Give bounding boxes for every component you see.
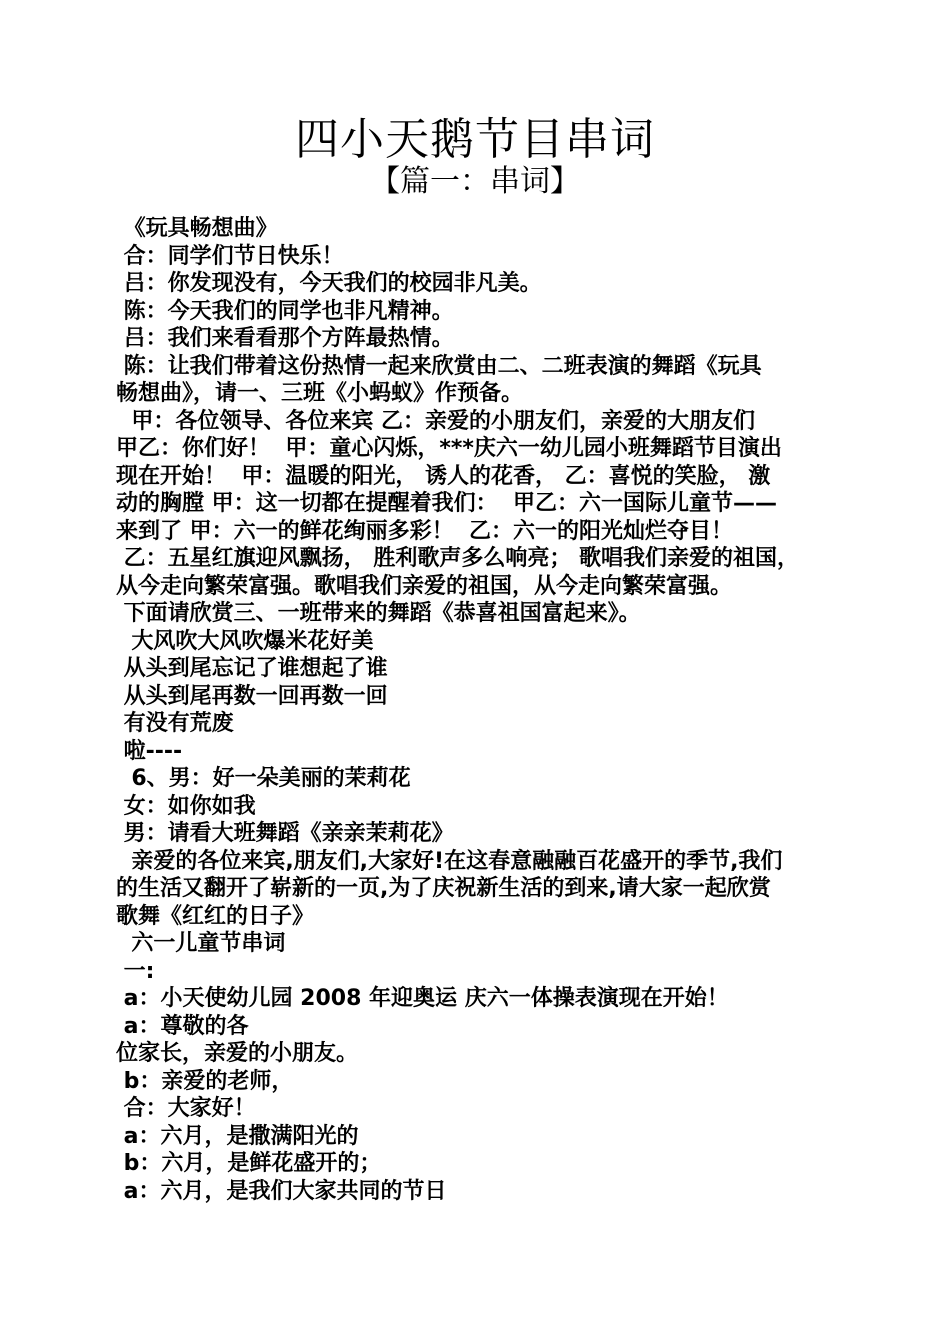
- document-subtitle: 【篇一：串词】: [370, 164, 580, 199]
- text-line: 有没有荒废: [116, 711, 234, 736]
- text-line: 陈：今天我们的同学也非凡精神。: [116, 298, 454, 324]
- text-line: 歌舞《红红的日子》: [116, 903, 315, 929]
- text-line: b：亲爱的老师，: [116, 1068, 294, 1094]
- text-line: 甲乙：你们好！ 甲：童心闪烁，***庆六一幼儿园小班舞蹈节目演出: [116, 436, 782, 461]
- text-line: 从头到尾忘记了谁想起了谁: [116, 656, 388, 681]
- text-line: 《玩具畅想曲》: [116, 216, 278, 241]
- text-line: 来到了 甲：六一的鲜花绚丽多彩！ 乙：六一的阳光灿烂夺目！: [116, 518, 733, 544]
- text-line: 啦----: [116, 738, 183, 764]
- text-line: b：六月，是鲜花盛开的；: [116, 1151, 382, 1176]
- text-line: 合：同学们节日快乐！: [116, 243, 344, 269]
- text-line: 动的胸膛 甲：这一切都在提醒着我们： 甲乙：六一国际儿童节——: [116, 491, 777, 516]
- text-line: 一:: [116, 958, 155, 984]
- text-line: a：小天使幼儿园 2008 年迎奥运 庆六一体操表演现在开始！: [116, 986, 729, 1011]
- text-line: 现在开始！ 甲：温暖的阳光， 诱人的花香， 乙：喜悦的笑脸， 激: [116, 463, 771, 489]
- text-line: 畅想曲》，请一、三班《小蚂蚁》作预备。: [116, 381, 524, 406]
- text-line: 位家长，亲爱的小朋友。: [116, 1041, 359, 1066]
- text-line: 吕：我们来看看那个方阵最热情。: [116, 326, 454, 351]
- text-line: 六一儿童节串词: [116, 931, 286, 956]
- text-line: 的生活又翻开了崭新的一页,为了庆祝新生活的到来,请大家一起欣赏: [116, 876, 771, 901]
- document-body: [116, 215, 832, 1205]
- text-line: 男：请看大班舞蹈《亲亲茉莉花》: [116, 821, 454, 846]
- text-line: 亲爱的各位来宾,朋友们,大家好!在这春意融融百花盛开的季节,我们: [116, 848, 783, 874]
- text-line: a：尊敬的各: [116, 1013, 249, 1039]
- text-line: 陈：让我们带着这份热情一起来欣赏由二、二班表演的舞蹈《玩具: [116, 353, 762, 379]
- text-line: 甲：各位领导、各位来宾 乙：亲爱的小朋友们，亲爱的大朋友们: [116, 408, 755, 434]
- text-line: 从今走向繁荣富强。歌唱我们亲爱的祖国，从今走向繁荣富强。: [116, 573, 733, 599]
- text-line: 大风吹大风吹爆米花好美: [116, 628, 374, 654]
- text-line: a：六月，是撒满阳光的: [116, 1123, 359, 1149]
- text-line: a：六月，是我们大家共同的节日: [116, 1178, 447, 1204]
- text-line: 乙：五星红旗迎风飘扬， 胜利歌声多么响亮； 歌唱我们亲爱的祖国，: [116, 546, 799, 571]
- text-line: 下面请欣赏三、一班带来的舞蹈《恭喜祖国富起来》。: [116, 601, 641, 626]
- text-line: 从头到尾再数一回再数一回: [116, 683, 388, 709]
- text-line: 6、男：好一朵美丽的茉莉花: [116, 766, 411, 791]
- text-line: 女：如你如我: [116, 793, 256, 819]
- text-line: 合：大家好！: [116, 1096, 256, 1121]
- document-title: 四小天鹅节目串词: [295, 114, 655, 165]
- text-line: 吕：你发现没有，今天我们的校园非凡美。: [116, 271, 542, 296]
